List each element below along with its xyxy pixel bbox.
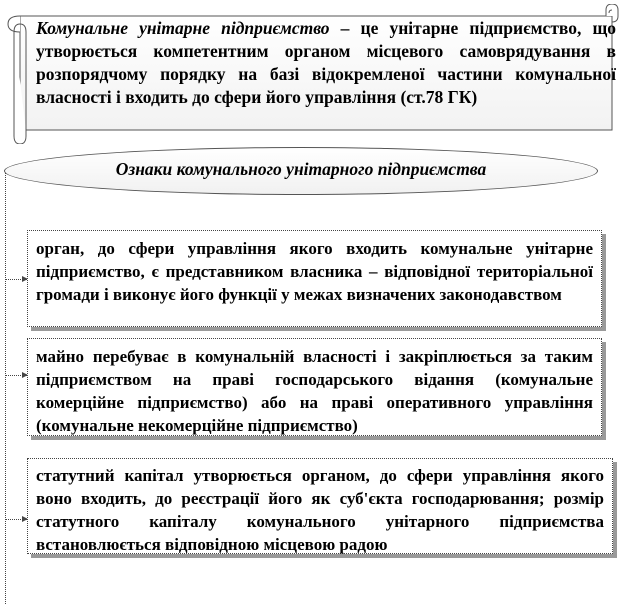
arrow-to-feature-1 xyxy=(5,279,27,280)
arrow-to-feature-2 xyxy=(5,375,27,376)
features-header-title: Ознаки комунального унітарного підприємства xyxy=(115,159,487,179)
feature-box-1 xyxy=(27,230,602,327)
feature-text-2: майно перебуває в комунальній власності і закріплюється за таким підприємством на праві господарського відання (комунальне комерційне підприємство) або на праві оперативного управління (комунальне некомерційне підприємство) xyxy=(36,347,593,435)
definition-body: – це унітарне підприємство, що утворюється компетентним органом місцевого самоврядування в розпорядчому порядку на базі відокремленої частини комунальної власності і входить до сфери його управління (ст.78 ГК) xyxy=(36,18,616,107)
feature-box-2 xyxy=(27,338,602,436)
feature-text-3: статутний капітал утворюється органом, до сфери управління якого воно входить, до реєстрації його як суб'єкта господарювання; розмір статутного капіталу комунального унітарного підприємства встановлюється відповідною місцевою радою xyxy=(36,466,604,554)
features-header xyxy=(4,147,598,195)
definition-text xyxy=(36,17,616,109)
arrow-to-feature-3 xyxy=(5,519,27,520)
feature-text-1: орган, до сфери управління якого входить комунальне унітарне підприємство, є представником власника – відповідної територіальної громади і виконує його функції у межах визначених законодавством xyxy=(36,239,593,304)
feature-box-3 xyxy=(27,458,613,554)
definition-term: Комунальне унітарне підприємство xyxy=(36,18,330,38)
definition-scroll xyxy=(6,4,624,144)
connector-spine xyxy=(5,170,6,604)
